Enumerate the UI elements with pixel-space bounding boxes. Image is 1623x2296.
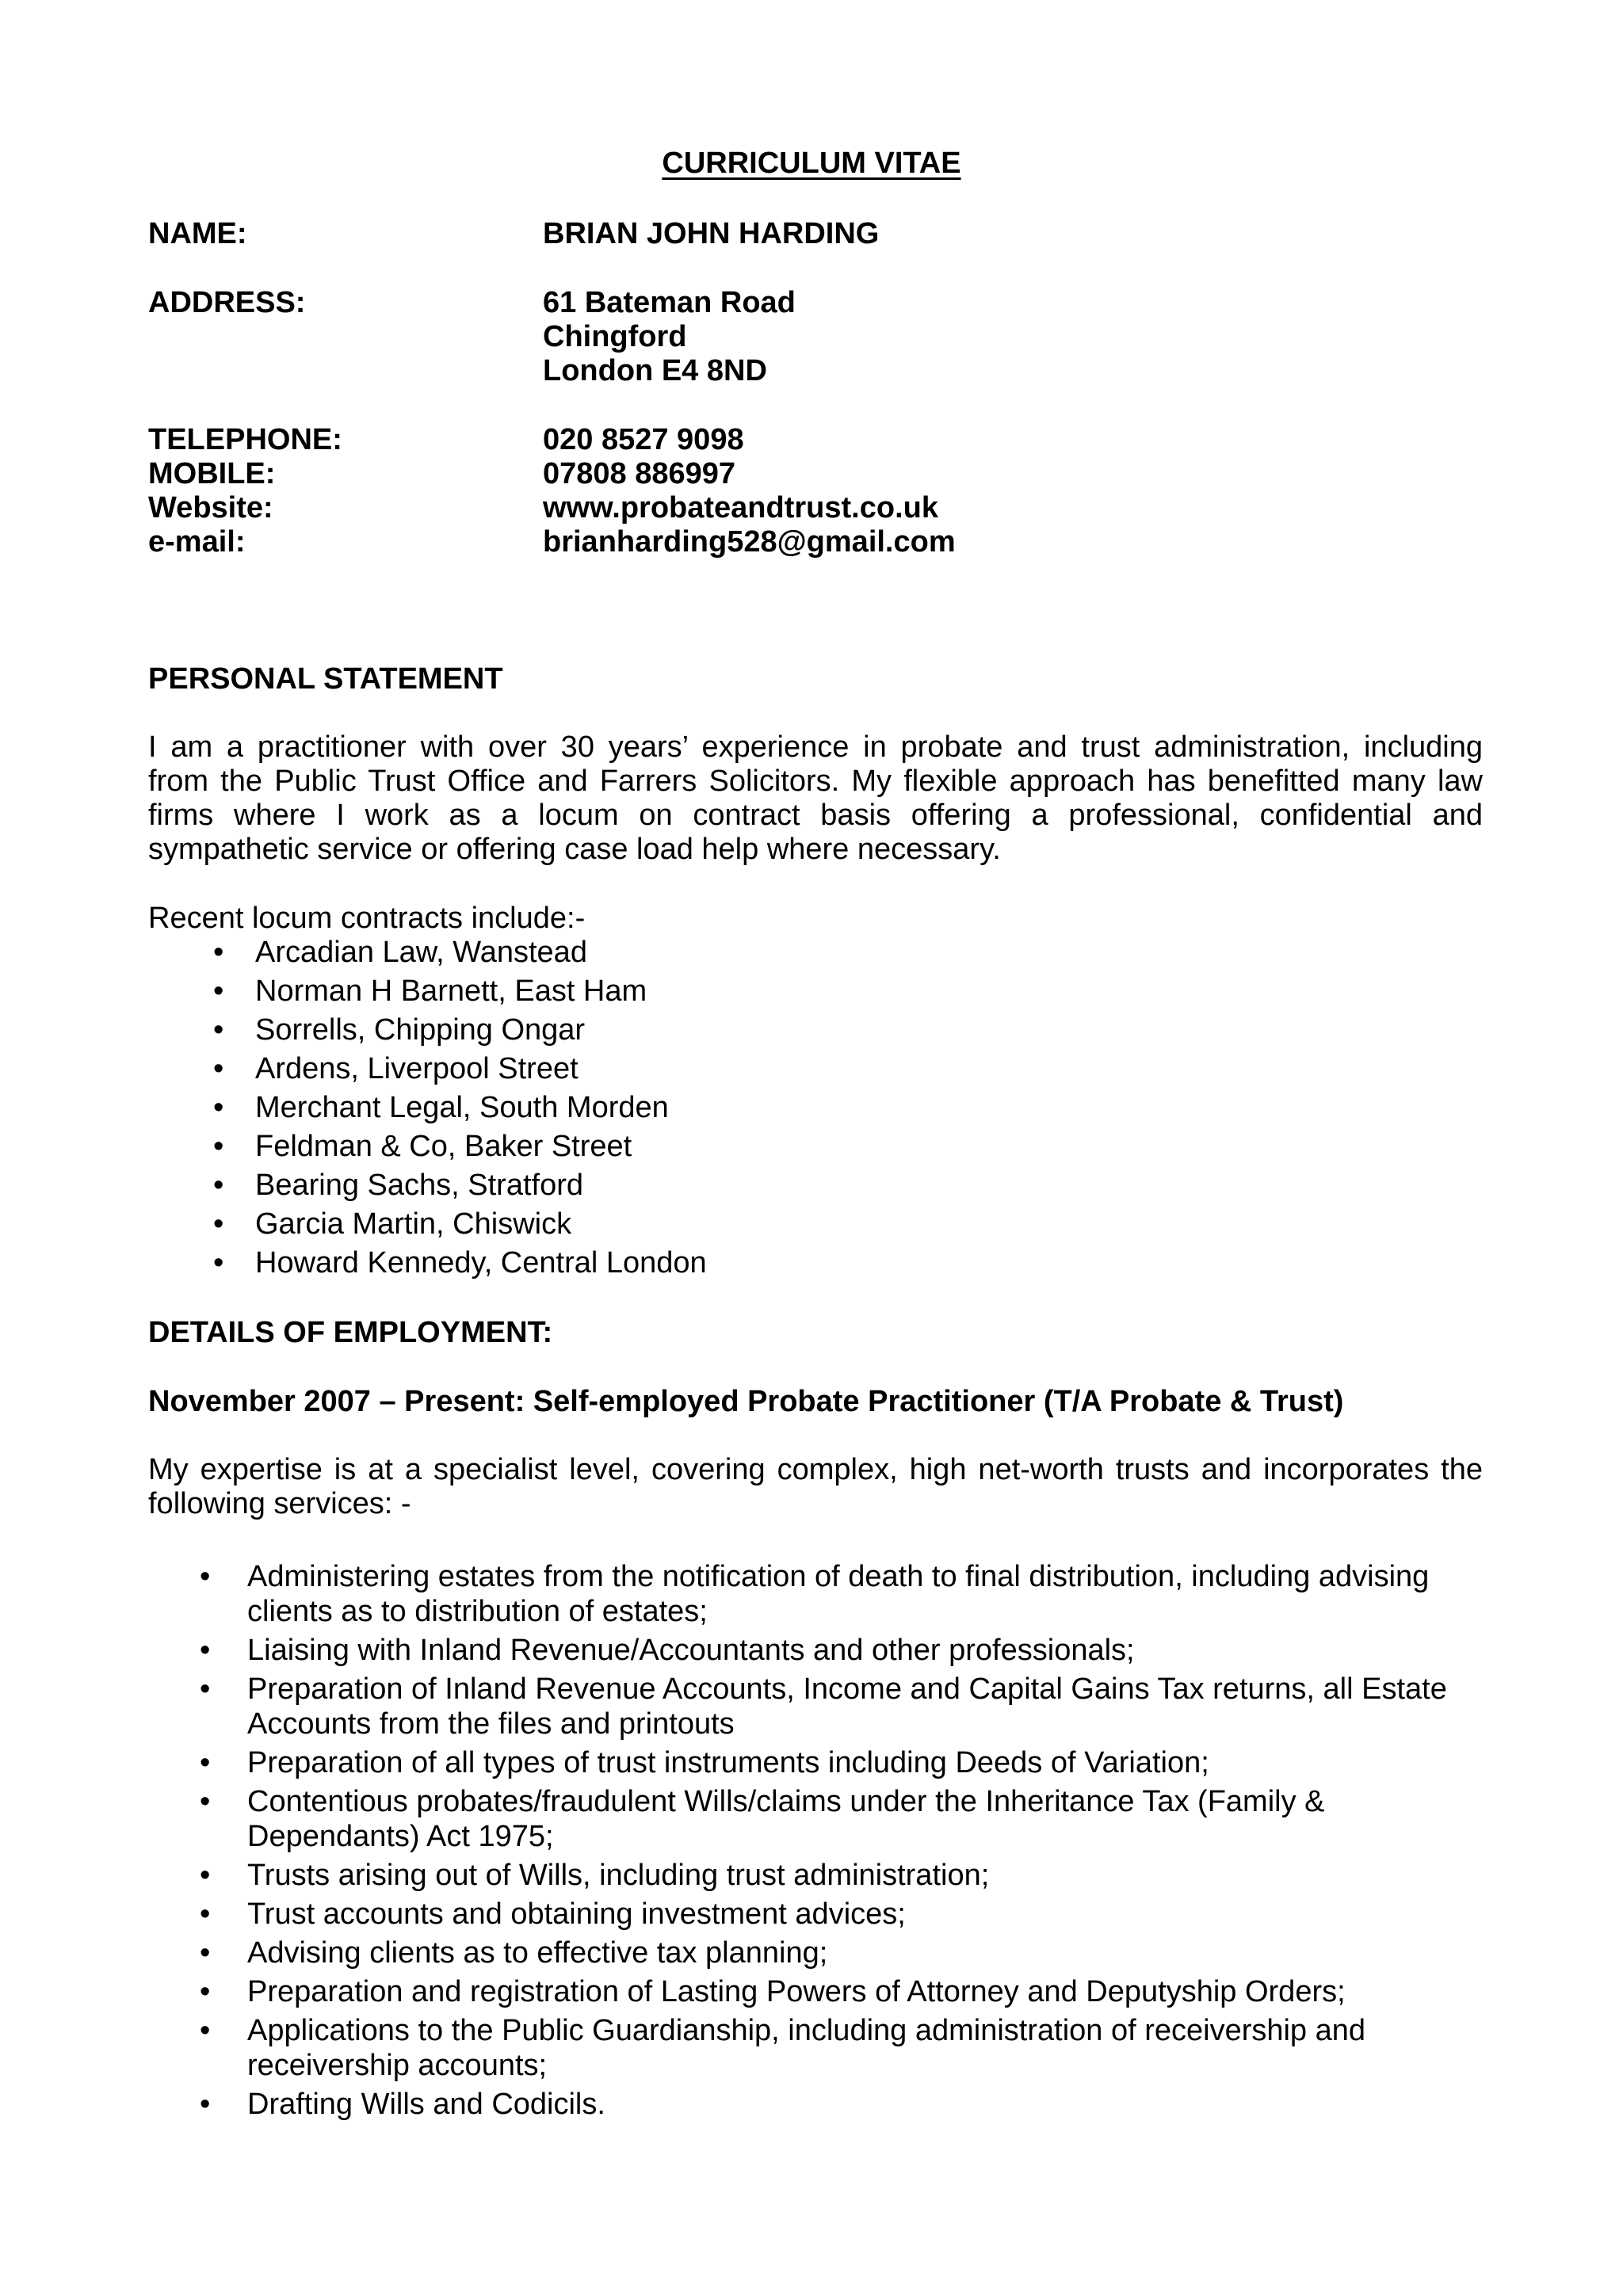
address-line: Chingford [543,320,687,353]
bullet: • [200,1560,211,1593]
services-list [148,1559,1483,2126]
locum-contracts-list [148,935,707,1284]
address-line: 61 Bateman Road [543,286,796,319]
mobile-label: MOBILE: [148,457,276,490]
document-title: CURRICULUM VITAE [662,147,961,180]
contracts-intro: Recent locum contracts include:- [148,902,586,935]
name-value: BRIAN JOHN HARDING [543,217,880,250]
paragraph-line: from the Public Trust Office and Farrers Solicitors. My flexible approach has benefitted many law [148,765,1483,798]
role-heading: November 2007 – Present: Self-employed Probate Practitioner (T/A Probate & Trust) [148,1385,1344,1418]
bullet: • [200,2014,211,2047]
list-item: • Trust accounts and obtaining investment advices; [200,1897,906,1931]
bullet: • [200,2088,211,2121]
list-item: • Applications to the Public Guardianship, including administration of receivership and receivership accounts; [200,2014,1366,2082]
personal-statement-heading: PERSONAL STATEMENT [148,662,503,696]
paragraph-line: firms where I work as a locum on contract basis offering a professional, confidential and [148,799,1483,832]
list-item: • Merchant Legal, South Morden [213,1091,669,1124]
bullet: • [213,936,224,969]
website-label: Website: [148,491,273,524]
employment-intro-paragraph [148,1453,1483,1521]
list-item: • Ardens, Liverpool Street [213,1052,579,1085]
bullet: • [213,1207,224,1241]
list-item: • Feldman & Co, Baker Street [213,1130,632,1163]
list-item: • Preparation of Inland Revenue Accounts, Income and Capital Gains Tax returns, all Estate Accounts from the files and printouts [200,1672,1447,1741]
bullet: • [200,1634,211,1667]
list-item: • Contentious probates/fraudulent Wills/claims under the Inheritance Tax (Family & Dependants) Act 1975; [200,1785,1325,1853]
email-label: e-mail: [148,525,246,559]
list-item: • Liaising with Inland Revenue/Accountants and other professionals; [200,1634,1135,1667]
bullet: • [213,1052,224,1085]
list-item: • Administering estates from the notification of death to final distribution, including advising clients as to distribution of estates; [200,1560,1430,1628]
list-item: • Drafting Wills and Codicils. [200,2088,605,2121]
address-line: London E4 8ND [543,354,767,387]
list-item: • Garcia Martin, Chiswick [213,1207,572,1241]
mobile-value: 07808 886997 [543,457,736,490]
list-item: • Preparation of all types of trust instruments including Deeds of Variation; [200,1746,1209,1779]
list-item: • Advising clients as to effective tax planning; [200,1936,828,1970]
personal-statement-paragraph [148,730,1483,867]
bullet: • [200,1975,211,2008]
bullet: • [213,1169,224,1202]
list-item: • Howard Kennedy, Central London [213,1246,707,1280]
list-item: • Arcadian Law, Wanstead [213,936,587,969]
list-item: • Bearing Sachs, Stratford [213,1169,583,1202]
paragraph-line: following services: - [148,1487,411,1520]
name-label: NAME: [148,217,247,250]
employment-heading: DETAILS OF EMPLOYMENT: [148,1316,553,1349]
telephone-value: 020 8527 9098 [543,423,744,456]
bullet: • [213,1091,224,1124]
bullet: • [213,1013,224,1047]
address-label: ADDRESS: [148,286,306,319]
website-value: www.probateandtrust.co.uk [543,491,938,524]
list-item: • Trusts arising out of Wills, including trust administration; [200,1859,990,1892]
bullet: • [200,1897,211,1931]
list-item: • Norman H Barnett, East Ham [213,974,647,1008]
telephone-label: TELEPHONE: [148,423,342,456]
bullet: • [213,1130,224,1163]
email-value: brianharding528@gmail.com [543,525,956,559]
paragraph-line: sympathetic service or offering case load help where necessary. [148,833,1001,866]
list-item: • Preparation and registration of Lasting Powers of Attorney and Deputyship Orders; [200,1975,1346,2008]
bullet: • [200,1746,211,1779]
bullet: • [200,1859,211,1892]
bullet: • [200,1936,211,1970]
paragraph-line: My expertise is at a specialist level, covering complex, high net-worth trusts and incorporates the [148,1453,1483,1486]
list-item: • Sorrells, Chipping Ongar [213,1013,586,1047]
bullet: • [213,974,224,1008]
bullet: • [213,1246,224,1280]
paragraph-line: I am a practitioner with over 30 years’ experience in probate and trust administration, including [148,730,1483,764]
bullet: • [200,1672,211,1706]
bullet: • [200,1785,211,1818]
